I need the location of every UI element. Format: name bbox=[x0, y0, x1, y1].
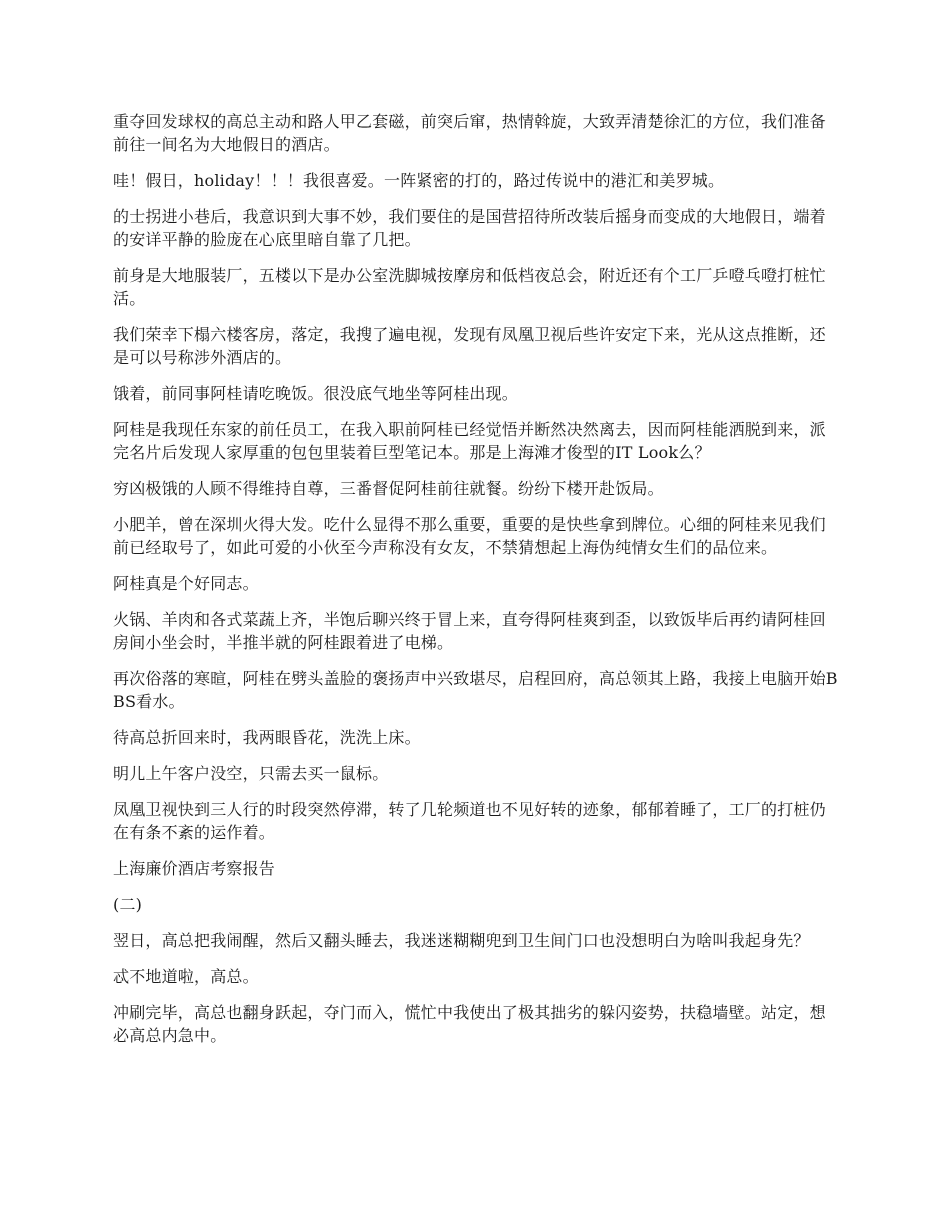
paragraph: 凤凰卫视快到三人行的时段突然停滞，转了几轮频道也不见好转的迹象，郁郁着睡了，工厂的打桩仍在有条不紊的运作着。 bbox=[113, 800, 826, 842]
paragraph: 我们荣幸下榻六楼客房，落定，我搜了遍电视，发现有凤凰卫视后些许安定下来，光从这点推断，还是可以号称涉外酒店的。 bbox=[113, 325, 826, 367]
paragraph: 穷凶极饿的人顾不得维持自尊，三番督促阿桂前往就餐。纷纷下楼开赴饭局。 bbox=[113, 479, 664, 498]
paragraph: 翌日，高总把我闹醒，然后又翻头睡去，我迷迷糊糊兜到卫生间门口也没想明白为啥叫我起身先？ bbox=[113, 931, 810, 950]
paragraph: 饿着，前同事阿桂请吃晚饭。很没底气地坐等阿桂出现。 bbox=[113, 384, 519, 403]
paragraph: 重夺回发球权的高总主动和路人甲乙套磁，前突后窜，热情斡旋，大致弄清楚徐汇的方位，我们准备前往一间名为大地假日的酒店。 bbox=[113, 112, 826, 154]
paragraph: 阿桂真是个好同志。 bbox=[113, 574, 259, 593]
paragraph: 小肥羊，曾在深圳火得大发。吃什么显得不那么重要，重要的是快些拿到牌位。心细的阿桂来见我们前已经取号了，如此可爱的小伙至今声称没有女友，不禁猜想起上海伪纯情女生们的品位来。 bbox=[113, 515, 826, 557]
section-number: (二) bbox=[113, 895, 143, 914]
paragraph: 冲刷完毕，高总也翻身跃起，夺门而入，慌忙中我使出了极其拙劣的躲闪姿势，扶稳墙壁。站定，想必高总内急中。 bbox=[113, 1003, 826, 1045]
paragraph: 阿桂是我现任东家的前任员工，在我入职前阿桂已经觉悟并断然决然离去，因而阿桂能洒脱到来，派完名片后发现人家厚重的包包里装着巨型笔记本。那是上海滩才俊型的IT Look么？ bbox=[113, 420, 826, 462]
paragraph: 哇！假日，holiday！！！我很喜爱。一阵紧密的打的，路过传说中的港汇和美罗城。 bbox=[113, 171, 725, 190]
paragraph: 待高总折回来时，我两眼昏花，洗洗上床。 bbox=[113, 728, 421, 747]
paragraph: 的士拐进小巷后，我意识到大事不妙，我们要住的是国营招待所改装后摇身而变成的大地假日，端着的安详平静的脸庞在心底里暗自靠了几把。 bbox=[113, 207, 826, 249]
paragraph: 前身是大地服装厂，五楼以下是办公室洗脚城按摩房和低档夜总会，附近还有个工厂乒噔乓噔打桩忙活。 bbox=[113, 266, 826, 308]
paragraph: 明儿上午客户没空，只需去买一鼠标。 bbox=[113, 764, 389, 783]
paragraph: 再次俗落的寒暄，阿桂在劈头盖脸的褒扬声中兴致堪尽，启程回府，高总领其上路，我接上电脑开始BBS看水。 bbox=[113, 669, 838, 711]
document-body bbox=[113, 110, 840, 1060]
paragraph: 忒不地道啦，高总。 bbox=[113, 967, 259, 986]
paragraph: 火锅、羊肉和各式菜蔬上齐，半饱后聊兴终于冒上来，直夸得阿桂爽到歪，以致饭毕后再约请阿桂回房间小坐会时，半推半就的阿桂跟着进了电梯。 bbox=[113, 610, 826, 652]
section-title: 上海廉价酒店考察报告 bbox=[113, 859, 276, 878]
